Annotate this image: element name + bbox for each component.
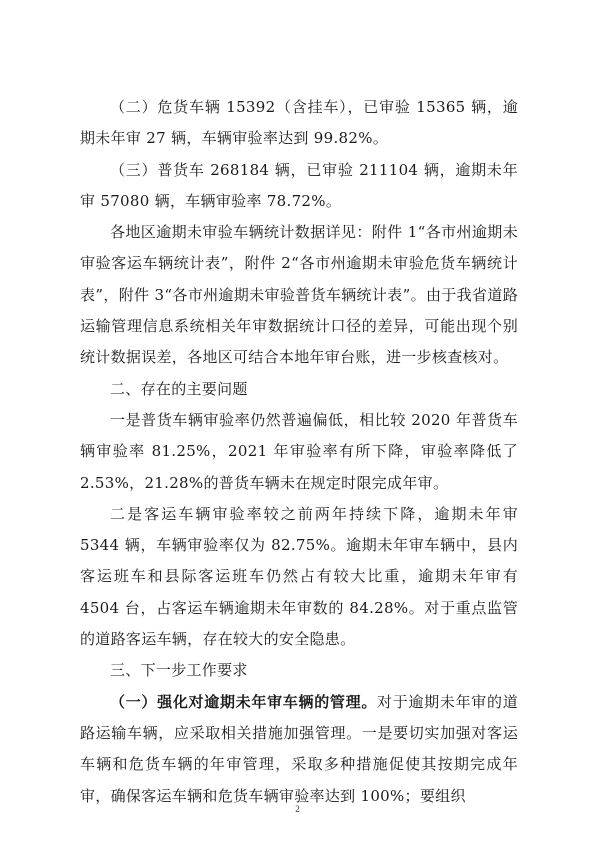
paragraph-general-cargo-vehicles: （三）普货车 268184 辆，已审验 211104 辆，逾期未年审 57080 辆，车辆审验率 78.72%。 (80, 160, 518, 210)
paragraph-requirement-one (80, 687, 518, 812)
section-heading-next-steps: 三、下一步工作要求 (110, 661, 248, 680)
page-number: 2 (295, 804, 300, 814)
document-body (80, 92, 518, 812)
paragraph-problem-one: 一是普货车辆审验率仍然普遍偏低，相比较 2020 年普货车辆审验率 81.25%，2021 年审验率有所下降，审验率降低了 2.53%，21.28%的普货车辆未在规定时限完成年审。 (80, 410, 518, 492)
requirement-one-body: 对于逾期未年审的道路运输车辆，应采取相关措施加强管理。一是要切实加强对客运车辆和危货车辆的年审管理，采取多种措施促使其按期完成年审，确保客运车辆和危货车辆审验率达到 100%；要组织 (80, 692, 518, 805)
section-heading-main-problems: 二、存在的主要问题 (110, 379, 248, 398)
paragraph-attachments-note: 各地区逾期未审验车辆统计数据详见：附件 1“各市州逾期未审验客运车辆统计表”，附件 2“各市州逾期未审验危货车辆统计表”，附件 3“各市州逾期未审验普货车辆统计表”。由于我省道路运输管理信息系统相关年审数据统计口径的差异，可能出现个别统计数据误差，各地区可结合本地年审台账，进一步核查核对。 (80, 223, 518, 367)
paragraph-problem-two: 二是客运车辆审验率较之前两年持续下降，逾期未年审 5344 辆，车辆审验率仅为 82.75%。逾期未年审车辆中，县内客运班车和县际客运班车仍然占有较大比重，逾期未年审有 4504 台，占客运车辆逾期未年审数的 84.28%。对于重点监管的道路客运车辆，存在较大的安全隐患。 (80, 504, 518, 649)
requirement-one-lead: （一）强化对逾期未年审车辆的管理。 (110, 692, 378, 711)
paragraph-hazardous-vehicles: （二）危货车辆 15392（含挂车），已审验 15365 辆，逾期未年审 27 辆，车辆审验率达到 99.82%。 (80, 98, 518, 148)
